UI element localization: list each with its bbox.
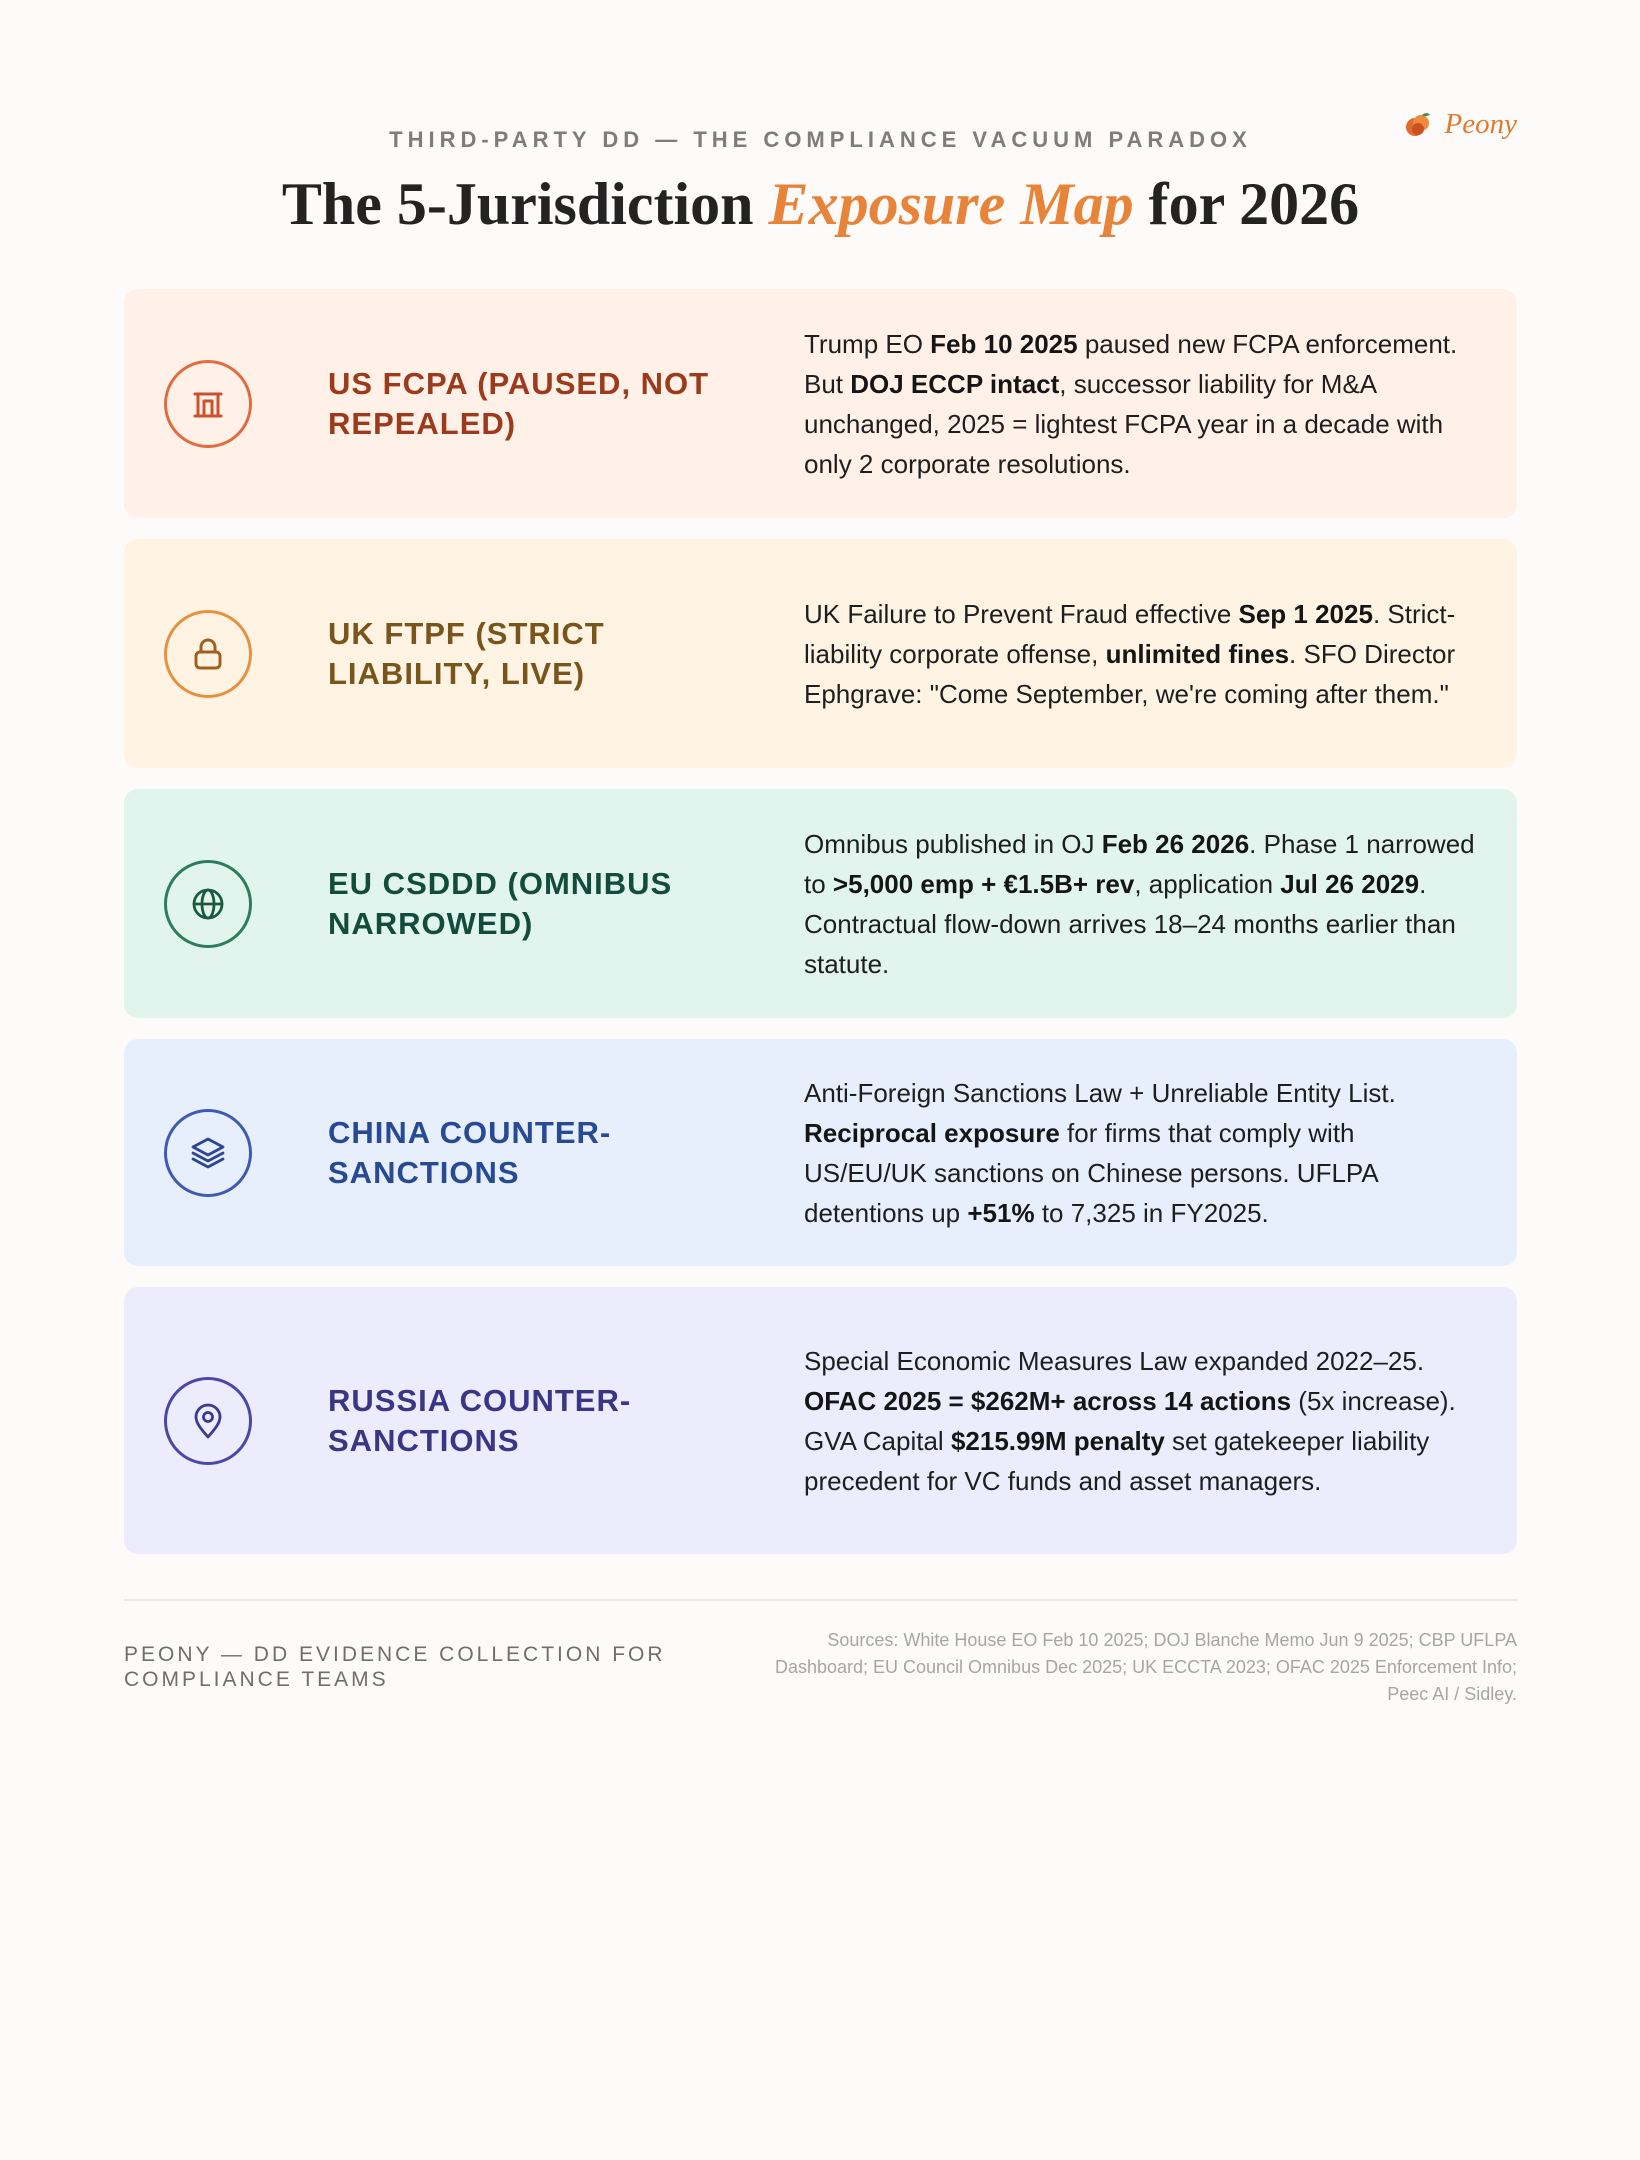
footer-sources: Sources: White House EO Feb 10 2025; DOJ Blanche Memo Jun 9 2025; CBP UFLPA Dashboard; EU Council Omnibus Dec 2025; UK ECCTA 2023; OFAC 2025 Enforcement Info; Peec AI / Sidley. — [774, 1630, 1517, 1704]
layers-icon — [189, 1134, 227, 1172]
card-icon-ring — [164, 1377, 252, 1465]
body-text: Trump EO — [804, 328, 931, 359]
emphasis-text: +51% — [967, 1197, 1035, 1228]
card-uk-ftpf — [124, 539, 1517, 768]
body-text: Anti-Foreign Sanctions Law + Unreliable Entity List. — [804, 1077, 1396, 1108]
building-icon — [189, 385, 227, 423]
body-text: Omnibus published in OJ — [804, 828, 1102, 859]
emphasis-text: DOJ ECCP intact — [850, 368, 1060, 399]
card-icon-ring — [164, 860, 252, 948]
card-us-fcpa — [124, 289, 1517, 518]
card-icon-ring — [164, 1109, 252, 1197]
body-text: set gatekeeper liability precedent for VC funds and asset managers. — [804, 1425, 1430, 1496]
body-text: , successor liability for M&A unchanged, 2025 = lightest FCPA year in a decade with only 2 corporate resolutions. — [804, 368, 1444, 479]
card-icon-ring — [164, 360, 252, 448]
emphasis-text: Jul 26 2029 — [1280, 868, 1420, 899]
brand-name: Peony — [1444, 108, 1517, 140]
jurisdiction-description — [804, 1073, 1484, 1233]
body-text: . SFO Director Ephgrave: "Come September, we're coming after them." — [804, 638, 1456, 709]
emphasis-text: Sep 1 2025 — [1238, 598, 1373, 629]
body-text: paused new FCPA enforcement. But — [804, 328, 1458, 399]
emphasis-text: Reciprocal exposure — [804, 1117, 1060, 1148]
card-russia-counter-sanctions — [124, 1287, 1517, 1554]
body-text: . Strict-liability corporate offense, — [804, 598, 1456, 669]
kicker: THIRD-PARTY DD — THE COMPLIANCE VACUUM PARADOX — [389, 127, 1252, 152]
body-text: . Contractual flow-down arrives 18–24 months earlier than statute. — [804, 868, 1456, 979]
emphasis-text: Feb 26 2026 — [1101, 828, 1250, 859]
title-accent: Exposure Map — [768, 171, 1134, 237]
jurisdiction-description — [804, 594, 1484, 714]
jurisdiction-label: CHINA COUNTER-SANCTIONS — [328, 1114, 612, 1190]
body-text: . Phase 1 narrowed to — [804, 828, 1475, 899]
lock-icon — [189, 635, 227, 673]
body-text: (5x increase). GVA Capital — [804, 1385, 1456, 1456]
emphasis-text: Feb 10 2025 — [930, 328, 1078, 359]
jurisdiction-label: UK FTPF (STRICT LIABILITY, LIVE) — [328, 615, 605, 691]
jurisdiction-description — [804, 824, 1484, 984]
body-text: to 7,325 in FY2025. — [1034, 1197, 1269, 1228]
body-text: for firms that comply with US/EU/UK sanctions on Chinese persons. UFLPA detentions up — [804, 1117, 1378, 1228]
title-before: The 5-Jurisdiction — [281, 171, 769, 237]
jurisdiction-label: EU CSDDD (OMNIBUS NARROWED) — [328, 865, 673, 941]
map-pin-icon — [189, 1402, 227, 1440]
emphasis-text: unlimited fines — [1105, 638, 1290, 669]
body-text: UK Failure to Prevent Fraud effective — [804, 598, 1239, 629]
emphasis-text: >5,000 emp + €1.5B+ rev — [832, 868, 1135, 899]
page-title — [124, 168, 1517, 240]
title-after: for 2026 — [1133, 171, 1360, 237]
body-text: Special Economic Measures Law expanded 2022–25. — [804, 1345, 1425, 1376]
page — [124, 0, 1517, 2160]
jurisdiction-description — [804, 1341, 1484, 1501]
card-china-counter-sanctions — [124, 1039, 1517, 1266]
emphasis-text: $215.99M penalty — [950, 1425, 1165, 1456]
jurisdiction-label: RUSSIA COUNTER-SANCTIONS — [328, 1382, 632, 1458]
card-icon-ring — [164, 610, 252, 698]
jurisdiction-label: US FCPA (PAUSED, NOT REPEALED) — [328, 365, 710, 441]
emphasis-text: OFAC 2025 = $262M+ across 14 actions — [804, 1385, 1292, 1416]
footer-tagline: PEONY — DD EVIDENCE COLLECTION FOR COMPLIANCE TEAMS — [124, 1643, 666, 1691]
body-text: , application — [1134, 868, 1281, 899]
globe-icon — [189, 885, 227, 923]
jurisdiction-description — [804, 324, 1484, 484]
card-eu-csddd — [124, 789, 1517, 1018]
jurisdiction-cards — [124, 289, 1517, 1575]
footer-divider — [124, 1599, 1517, 1601]
